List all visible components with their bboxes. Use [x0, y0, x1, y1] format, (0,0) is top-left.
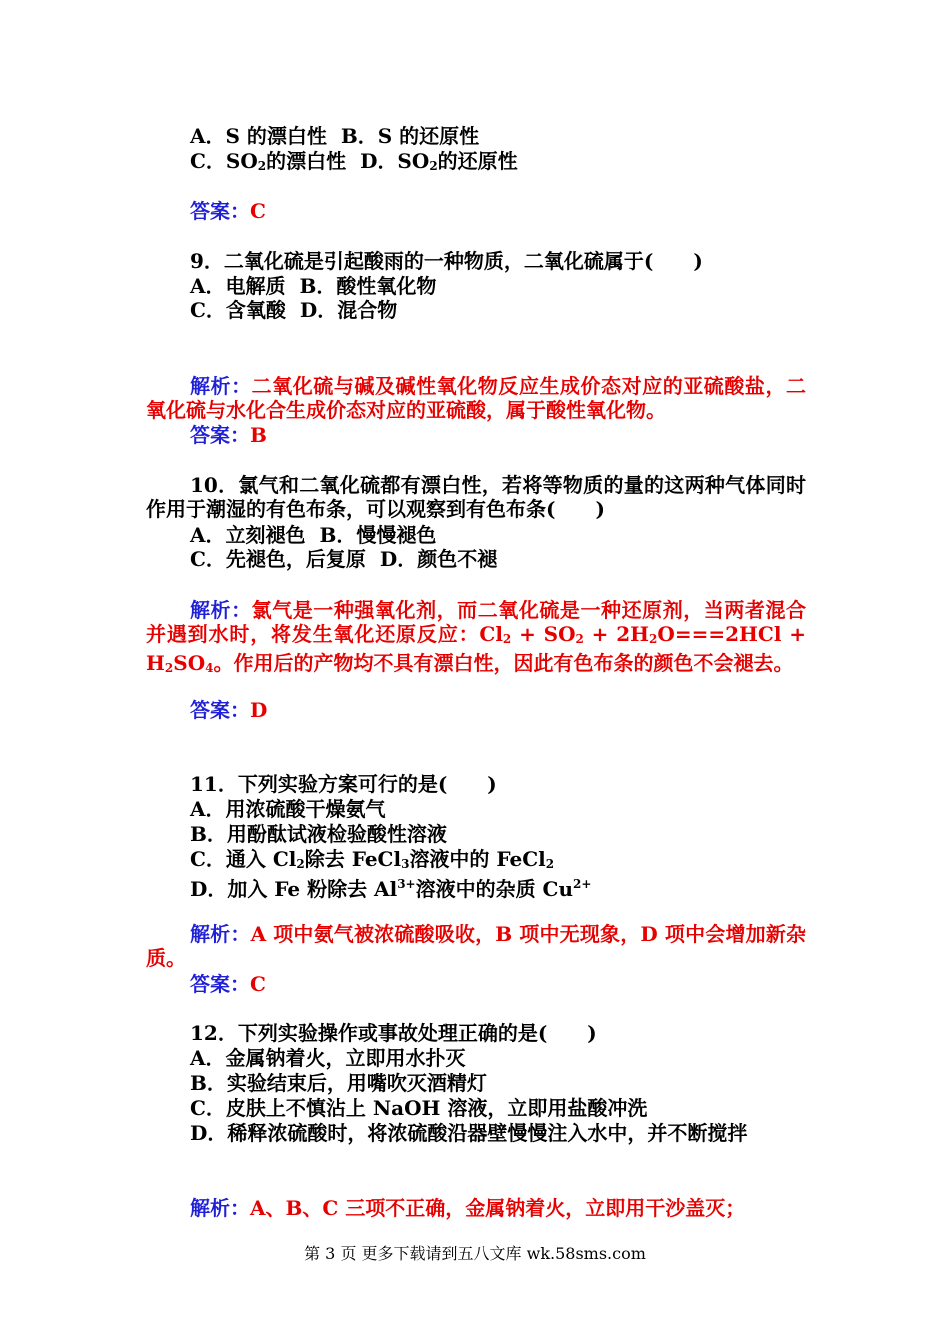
q10-option-b: B．慢慢褪色 — [319, 523, 437, 547]
page-footer: 第 3 页 更多下载请到五八文库 wk.58sms.com — [304, 1244, 646, 1263]
q10-options-cd — [190, 547, 497, 571]
q11-option-d: D．加入 Fe 粉除去 $Al^{3+}$溶液中的杂质 $Cu^{2+}$ — [190, 877, 592, 901]
q11-answer — [190, 972, 266, 996]
answer-label: 答案： — [190, 199, 250, 223]
q11-option-c: C．通入 $Cl_2$除去 FeCl$_3$溶液中的 FeCl$_2$ — [190, 847, 555, 871]
chemical-equation: $Cl_2 + SO_2 + 2H_2O===2HCl + H_2SO_4$ — [146, 622, 806, 675]
answer-value: D — [250, 698, 268, 722]
q12-analysis — [146, 1196, 806, 1220]
analysis-label: 解析： — [190, 598, 252, 622]
answer-value: B — [250, 423, 267, 447]
q8-answer — [190, 199, 266, 223]
analysis-text: A 项中氨气被浓硫酸吸收，B 项中无现象，D 项中会增加新杂质。 — [146, 922, 807, 970]
answer-label: 答案： — [190, 423, 250, 447]
q9-stem: 9．二氧化硫是引起酸雨的一种物质，二氧化硫属于( ) — [190, 249, 703, 273]
q12-stem: 12．下列实验操作或事故处理正确的是( ) — [190, 1021, 597, 1045]
q9-answer — [190, 423, 267, 447]
q9-analysis — [146, 374, 806, 422]
answer-label: 答案： — [190, 698, 250, 722]
q11-option-a: A．用浓硫酸干燥氨气 — [190, 797, 386, 821]
q9-options-ab — [190, 274, 436, 298]
q10-stem: 10．氯气和二氧化硫都有漂白性，若将等物质的量的这两种气体同时作用于潮湿的有色布条，可以观察到有色布条( ) — [146, 473, 806, 521]
q12-option-b: B．实验结束后，用嘴吹灭酒精灯 — [190, 1071, 487, 1095]
q10-option-a: A．立刻褪色 — [190, 523, 306, 547]
analysis-text: 二氧化硫与碱及碱性氧化物反应生成价态对应的亚硫酸盐，二氧化硫与水化合生成价态对应的亚硫酸，属于酸性氧化物。 — [146, 374, 807, 422]
q9-option-c: C．含氧酸 — [190, 298, 286, 322]
q8-options-cd — [190, 149, 518, 178]
q9-option-a: A．电解质 — [190, 274, 286, 298]
q11-analysis — [146, 922, 806, 970]
answer-label: 答案： — [190, 972, 250, 996]
q11-option-b: B．用酚酞试液检验酸性溶液 — [190, 822, 447, 846]
analysis-text: 氯气是一种强氧化剂，而二氧化硫是一种还原剂，当两者混合并遇到水时，将发生氧化还原反应：$Cl_2 + SO_2 + 2H_2O===2HCl + H_2SO_4$。作用后的产物均不具有漂白性，因此有色布条的颜色不会褪去。 — [146, 598, 807, 675]
q9-option-d: D．混合物 — [299, 298, 398, 322]
analysis-text: A、B、C 三项不正确，金属钠着火，立即用干沙盖灭； — [250, 1196, 746, 1220]
q10-answer — [190, 698, 267, 722]
answer-value: C — [250, 972, 266, 996]
q12-option-a: A．金属钠着火，立即用水扑灭 — [190, 1046, 466, 1070]
q8-option-d: D．$SO_2$的还原性 — [360, 149, 518, 173]
q12-option-c: C．皮肤上不慎沾上 NaOH 溶液，立即用盐酸冲洗 — [190, 1096, 648, 1120]
answer-value: C — [250, 199, 266, 223]
q8-options-ab — [190, 124, 479, 148]
q9-options-cd — [190, 298, 397, 322]
q10-options-ab — [190, 523, 436, 547]
q10-option-c: C．先褪色，后复原 — [190, 547, 366, 571]
q8-option-b: B．S 的还原性 — [340, 124, 480, 148]
q11-stem: 11．下列实验方案可行的是( ) — [190, 772, 497, 796]
analysis-label: 解析： — [190, 1196, 250, 1220]
q9-option-b: B．酸性氧化物 — [299, 274, 437, 298]
q10-option-d: D．颜色不褪 — [379, 547, 498, 571]
q12-option-d: D．稀释浓硫酸时，将浓硫酸沿器壁慢慢注入水中，并不断搅拌 — [190, 1121, 748, 1145]
q8-option-a: A．S 的漂白性 — [190, 124, 327, 148]
analysis-label: 解析： — [190, 922, 251, 946]
analysis-label: 解析： — [190, 374, 252, 398]
q10-analysis — [146, 598, 806, 680]
q8-option-c: C．$SO_2$的漂白性 — [190, 149, 347, 173]
